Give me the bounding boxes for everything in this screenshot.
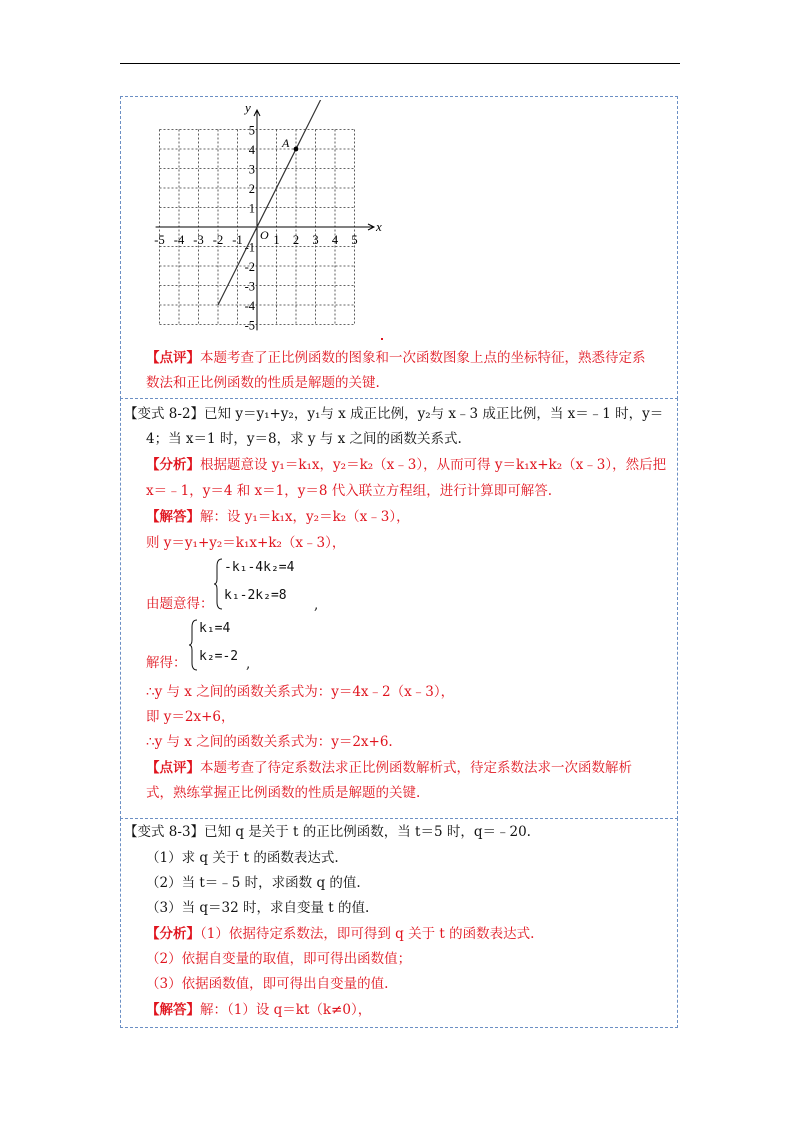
analysis-line-1: 【分析】根据题意设 y₁＝k₁x，y₂＝k₂（x﹣3），从而可得 y＝k₁x+k₂（x﹣3），然后把 [146, 457, 667, 473]
analysis-tag: 【分析】 [146, 926, 200, 942]
analysis-line-2: x＝﹣1，y＝4 和 x＝1，y＝8 代入联立方程组，进行计算即可解答. [146, 483, 553, 499]
x-tick-label: 4 [331, 233, 339, 247]
answer-line-1: 【解答】解：（1）设 q＝kt（k≠0）， [146, 1002, 372, 1018]
question-part-3: （3）当 q＝32 时，求自变量 t 的值. [146, 900, 370, 916]
y-tick-label: 4 [248, 143, 255, 157]
y-tick-label: -4 [244, 299, 255, 313]
answer-line-1: 【解答】解：设 y₁＝k₁x，y₂＝k₂（x﹣3）， [146, 509, 410, 525]
x-tick-label: 5 [351, 233, 358, 247]
x-axis-label: x [376, 219, 382, 234]
result-line-2: 即 y＝2x+6， [146, 709, 235, 725]
brace-icon [189, 619, 199, 671]
y-axis-label: y [245, 100, 251, 115]
x-tick-label: -2 [212, 233, 224, 247]
y-tick-label: 1 [248, 201, 255, 216]
comment-line-1: 【点评】本题考查了正比例函数的图象和一次函数图象上点的坐标特征，熟悉待定系 [146, 350, 646, 366]
x-tick-label: 2 [292, 233, 300, 247]
comment-tag: 【点评】 [146, 350, 200, 366]
equation-system-2 [189, 619, 269, 675]
point-a-marker [294, 147, 299, 152]
question-line-1: 【变式 8-3】已知 q 是关于 t 的正比例函数，当 t＝5 时，q＝﹣20. [124, 824, 531, 840]
y-tick-label: -1 [244, 240, 255, 255]
y-tick-label: 5 [248, 123, 255, 138]
equation-system-1 [214, 558, 324, 614]
brace-icon [214, 558, 224, 610]
system1-equation-1: -k₁-4k₂=4 [224, 560, 295, 575]
question-line-1: 【变式 8-2】已知 y＝y₁+y₂，y₁与 x 成正比例，y₂与 x﹣3 成正比例，当 x＝﹣1 时，y＝ [124, 406, 664, 422]
answer-tag: 【解答】 [146, 1002, 200, 1018]
system2-equation-2: k₂=-2 [199, 649, 239, 664]
function-line [218, 100, 325, 305]
comment-line-2: 数法和正比例函数的性质是解题的关键. [146, 375, 380, 391]
analysis-line-2: （2）依据自变量的取值，即可得出函数值； [146, 951, 412, 967]
analysis-tag: 【分析】 [146, 457, 200, 473]
analysis-line-3: （3）依据函数值，即可得出自变量的值. [146, 976, 389, 992]
y-tick-label: -5 [244, 318, 255, 333]
point-a-label: A [282, 136, 290, 150]
origin-label: O [260, 228, 269, 242]
x-tick-label: -3 [193, 233, 204, 247]
x-tick-label: -1 [232, 233, 243, 247]
system2-tail: , [246, 656, 251, 672]
answer-line-2: 则 y＝y₁+y₂＝k₁x+k₂（x﹣3）， [146, 535, 346, 551]
comment-line-2: 式，熟练掌握正比例函数的性质是解题的关键. [146, 785, 421, 801]
x-tick-label: 1 [273, 233, 280, 247]
system1-tail: , [314, 597, 319, 613]
given-label: 由题意得： [146, 596, 214, 612]
system1-equation-2: k₁-2k₂=8 [224, 588, 287, 603]
answer-tag: 【解答】 [146, 509, 200, 525]
question-part-2: （2）当 t＝﹣5 时，求函数 q 的值. [146, 875, 361, 891]
stray-dot [381, 338, 383, 340]
y-tick-label: 3 [248, 162, 255, 177]
y-tick-label: -3 [244, 279, 255, 294]
x-tick-label: -5 [154, 233, 165, 247]
question-line-2: 4；当 x＝1 时，y＝8，求 y 与 x 之间的函数关系式. [146, 431, 462, 447]
x-tick-label: 3 [312, 233, 319, 247]
question-part-1: （1）求 q 关于 t 的函数表达式. [146, 850, 339, 866]
comment-line-1: 【点评】本题考查了待定系数法求正比例函数解析式，待定系数法求一次函数解析 [146, 760, 632, 776]
solve-label: 解得： [146, 655, 187, 671]
coordinate-graph [145, 100, 385, 340]
result-line-1: ∴y 与 x 之间的函数关系式为：y＝4x﹣2（x﹣3）， [146, 684, 455, 700]
result-line-3: ∴y 与 x 之间的函数关系式为：y＝2x+6. [146, 734, 393, 750]
system2-equation-1: k₁=4 [199, 621, 231, 636]
y-tick-label: 2 [248, 182, 255, 196]
comment-tag: 【点评】 [146, 760, 200, 776]
y-tick-label: -2 [244, 260, 255, 274]
x-tick-label: -4 [173, 233, 185, 247]
analysis-line-1: 【分析】（1）依据待定系数法，即可得到 q 关于 t 的函数表达式. [146, 926, 535, 942]
header-rule [120, 63, 680, 64]
